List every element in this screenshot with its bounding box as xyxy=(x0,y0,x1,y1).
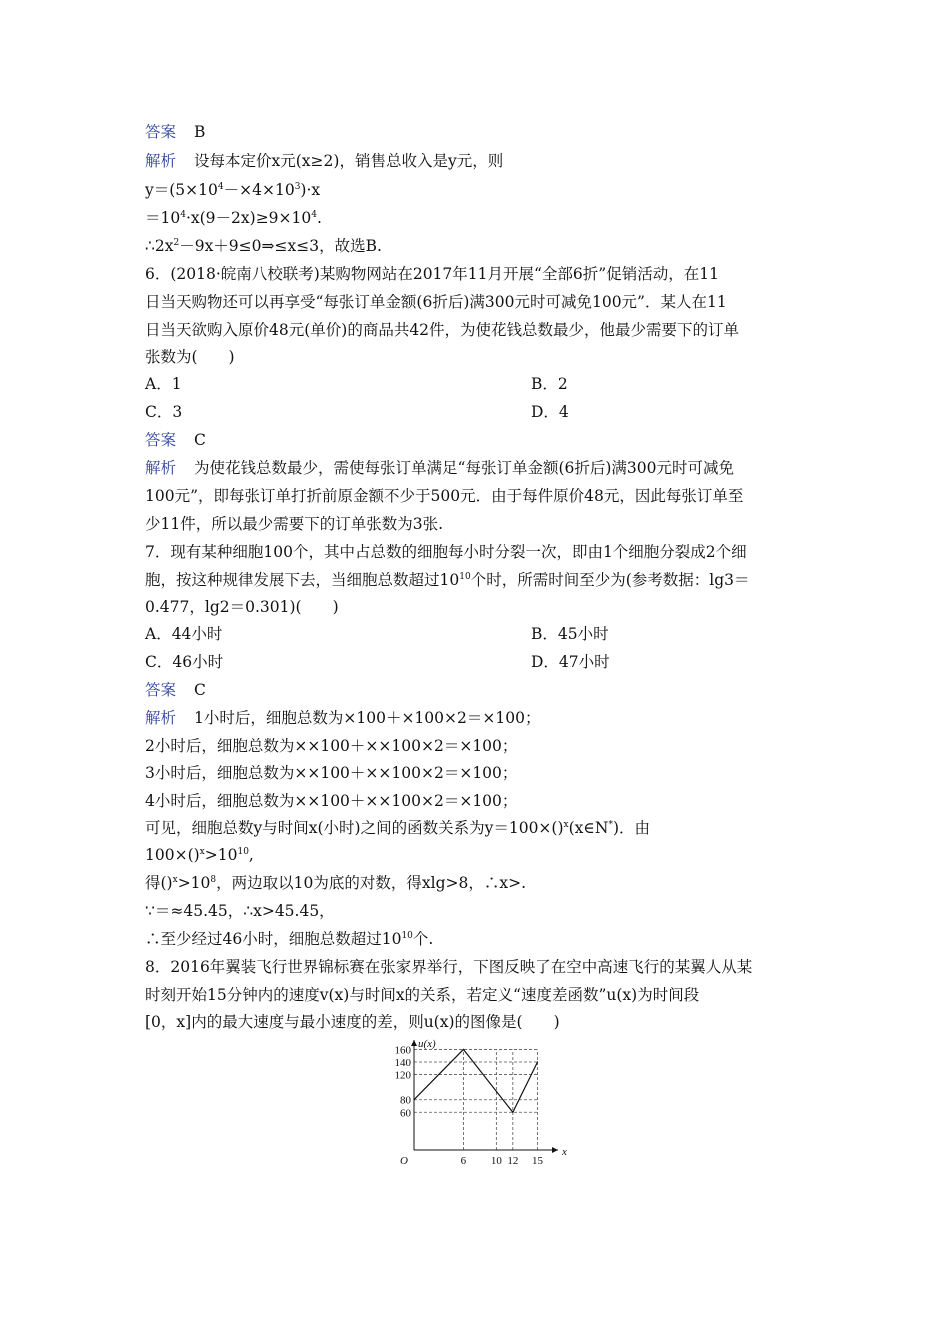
q6-option-a: A．1 xyxy=(145,375,182,393)
q7-stem-1: 7．现有某种细胞100个，其中占总数的细胞每小时分裂一次，即由1个细胞分裂成2个细 xyxy=(145,543,747,561)
q5-formula-3: $\therefore 2x^2-9x+9\le 0\Rightarrow\le x\le 3$，故选B. xyxy=(145,237,382,255)
q6-option-c: C．3 xyxy=(145,403,183,421)
series-line xyxy=(414,1049,538,1112)
y-tick-label: 160 xyxy=(394,1044,411,1057)
data-point xyxy=(413,1099,414,1100)
q7-analysis-3: 3小时后，细胞总数为××100＋××100×2＝×100； xyxy=(145,764,518,782)
analysis-label: 解析 xyxy=(145,709,177,727)
q8-stem-2: 时刻开始15分钟内的速度v(x)与时间x的关系，若定义“速度差函数”u(x)为时间段 xyxy=(145,986,700,1004)
answer-value: B xyxy=(194,123,206,141)
y-tick-label: 80 xyxy=(400,1094,411,1107)
x-axis-label: x xyxy=(562,1146,567,1158)
q8-stem-3: [0，x]内的最大速度与最小速度的差，则u(x)的图像是( ) xyxy=(145,1013,560,1031)
data-point xyxy=(512,1112,513,1113)
q5-answer-line xyxy=(145,122,205,142)
q7-analysis-4: 4小时后，细胞总数为××100＋××100×2＝×100； xyxy=(145,792,518,810)
q7-analysis-8: ∵＝≈45.45，∴x>45.45， xyxy=(145,902,335,920)
q7-stem-3: 0.477，lg2＝0.301)( ) xyxy=(145,598,339,616)
q7-analysis-6: $100\times()^x>10^{10}$, xyxy=(145,846,254,864)
q8-stem-1: 8．2016年翼装飞行世界锦标赛在张家界举行，下图反映了在空中高速飞行的某翼人从某 xyxy=(145,958,753,976)
q6-stem-1: 6．(2018·皖南八校联考)某购物网站在2017年11月开展“全部6折”促销活动，在11 xyxy=(145,265,719,283)
q6-stem-3: 日当天欲购入原价48元(单价)的商品共42件，为使花钱总数最少，他最少需要下的订单 xyxy=(145,321,740,339)
answer-label: 答案 xyxy=(145,123,177,141)
q7-analysis-1: 解析 1小时后，细胞总数为×100＋×100×2＝×100； xyxy=(145,709,541,727)
q7-analysis-9: ∴至少经过46小时，细胞总数超过$10^{10}$个. xyxy=(145,930,434,948)
answer-value: C xyxy=(194,681,206,699)
analysis-text: 设每本定价x元(x≥2)，销售总收入是y元，则 xyxy=(194,152,504,170)
q6-stem-2: 日当天购物还可以再享受“每张订单金额(6折后)满300元时可减免100元”．某人在11 xyxy=(145,293,727,311)
q6-stem-4: 张数为( ) xyxy=(145,348,235,366)
y-tick-label: 60 xyxy=(400,1107,411,1120)
q6-analysis-1: 解析 为使花钱总数最少，需使每张订单满足“每张订单金额(6折后)满300元时可减免 xyxy=(145,459,734,477)
analysis-label: 解析 xyxy=(145,152,177,170)
y-tick-label: 140 xyxy=(394,1057,411,1069)
q6-answer-line xyxy=(145,430,206,450)
x-tick-label: 10 xyxy=(490,1155,502,1165)
x-tick-label: 12 xyxy=(507,1155,519,1165)
q7-analysis-2: 2小时后，细胞总数为××100＋××100×2＝×100； xyxy=(145,737,518,755)
y-axis-arrow xyxy=(411,1040,417,1046)
y-axis-label: u(x) xyxy=(418,1038,436,1050)
velocity-difference-chart xyxy=(370,1035,570,1165)
q5-formula-2: $=10^4\cdot x(9-2x)\ge 9\times 10^4$. xyxy=(145,209,322,227)
q5-analysis-line xyxy=(145,151,503,171)
q7-option-b: B．45小时 xyxy=(531,625,609,643)
origin-label: O xyxy=(400,1155,408,1165)
analysis-label: 解析 xyxy=(145,459,177,477)
q7-analysis-7: 得$()^x>10^8$，两边取以10为底的对数，得xlg>8，∴x>. xyxy=(145,874,526,892)
q7-option-d: D．47小时 xyxy=(531,653,610,671)
answer-value: C xyxy=(194,431,206,449)
answer-label: 答案 xyxy=(145,431,177,449)
data-point xyxy=(537,1061,538,1062)
q6-analysis-3: 少11件，所以最少需要下的订单张数为3张. xyxy=(145,515,444,533)
q6-option-d: D．4 xyxy=(531,403,569,421)
x-axis-arrow xyxy=(552,1147,558,1153)
q7-option-c: C．46小时 xyxy=(145,653,224,671)
x-tick-label: 6 xyxy=(460,1155,467,1165)
q6-option-b: B．2 xyxy=(531,375,568,393)
q6-analysis-2: 100元”，即每张订单打折前原金额不少于500元．由于每件原价48元，因此每张订单至 xyxy=(145,487,744,505)
q5-formula-1: $y=(5\times 10^4-\times 4\times 10^3)\cdot x$ xyxy=(145,181,321,199)
q7-analysis-5: 可见，细胞总数y与时间x(小时)之间的函数关系为y＝100×()$^x$(x∈N*)．由 xyxy=(145,819,650,837)
answer-label: 答案 xyxy=(145,681,177,699)
q7-stem-2: 胞，按这种规律发展下去，当细胞总数超过$10^{10}$个时，所需时间至少为(参考数据：lg3＝ xyxy=(145,571,750,589)
data-point xyxy=(463,1049,464,1050)
y-tick-label: 120 xyxy=(394,1069,411,1082)
q7-option-a: A．44小时 xyxy=(145,625,223,643)
q7-answer-line xyxy=(145,680,206,700)
x-tick-label: 15 xyxy=(532,1155,544,1165)
